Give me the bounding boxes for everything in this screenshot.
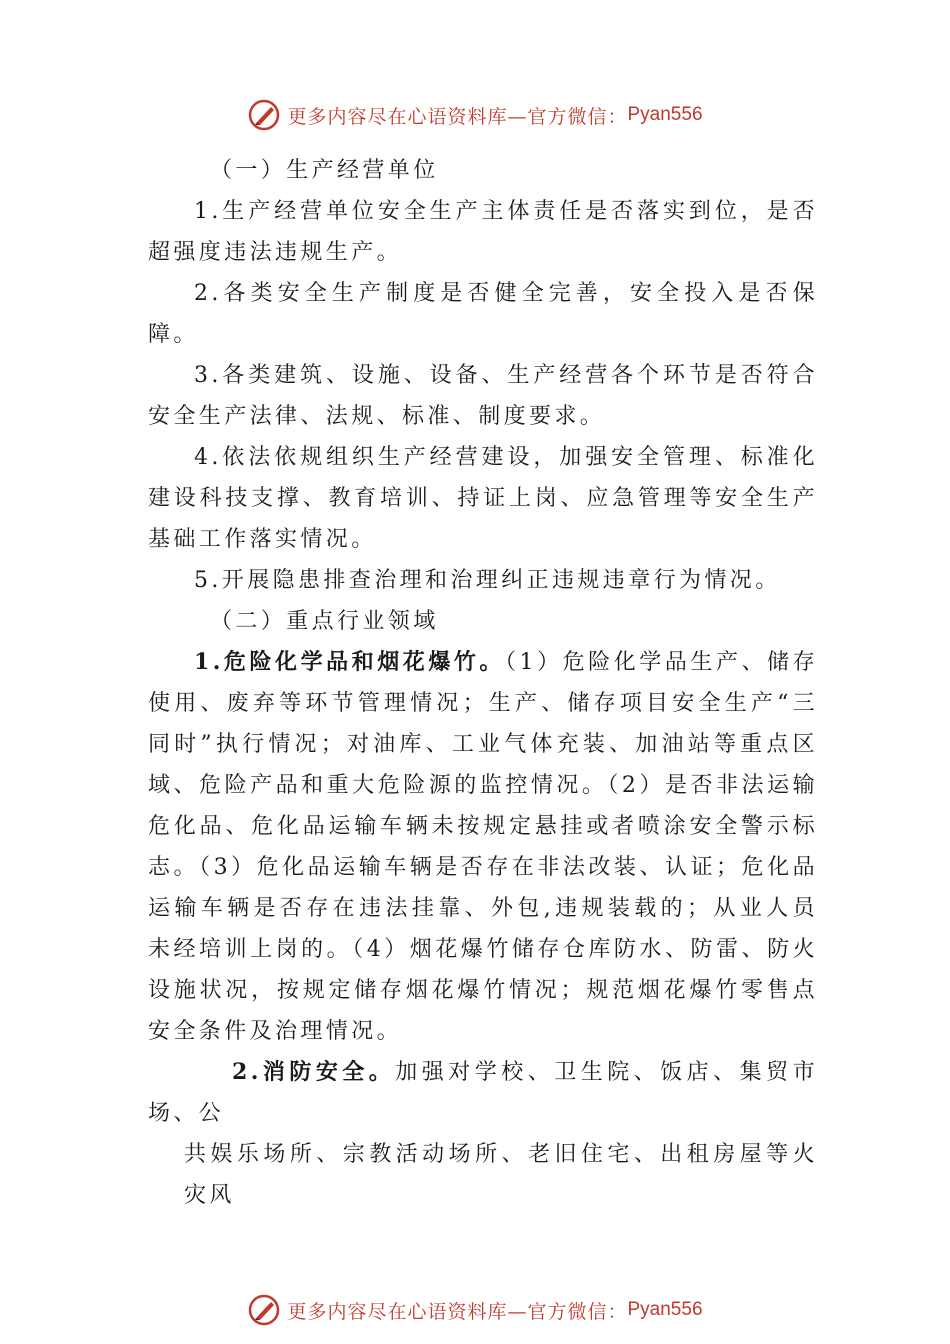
wechat-id: Pyan556	[627, 104, 703, 125]
pen-logo-icon	[247, 98, 281, 132]
item-body: 加强对学校、卫生院、饭店、集贸市场、公	[148, 1060, 818, 1126]
section-heading: （二）重点行业领域	[210, 609, 439, 634]
watermark-text: 更多内容尽在心语资料库—官方微信：	[287, 105, 628, 128]
paragraph: 4.依法依规组织生产经营建设，加强安全管理、标准化建设科技支撑、教育培训、持证上岗、应急管理等安全生产基础工作落实情况。	[148, 445, 818, 552]
paragraph: 3.各类建筑、设施、设备、生产经营各个环节是否符合安全生产法律、法规、标准、制度要求。	[148, 363, 818, 429]
watermark-banner-bottom	[0, 1290, 950, 1330]
wechat-id: Pyan556	[627, 1299, 703, 1320]
paragraph	[148, 642, 818, 1052]
item-title: 1.危险化学品和烟花爆竹。	[194, 649, 505, 675]
item-body: （1）危险化学品生产、储存使用、废弃等环节管理情况；生产、储存项目安全生产“三同时”执行情况；对油库、工业气体充装、加油站等重点区 域、危险产品和重大危险源的监控情况。（2）是否非法运输危化品、危化品运输车辆未按规定悬挂或者喷涂安全警示标志。（3）危化品运输车辆是否存在非法改装、认证；危化品 运输车辆是否存在违法挂靠、外包,违规装载的；从业人员未经培训上岗的。（4）烟花爆竹储存仓库防水、防雷、防火设施状况，按规定储存烟花爆竹情况；规范烟花爆竹零售点安全条件及治理情况。	[148, 650, 818, 1044]
document-body	[148, 150, 818, 1216]
section-heading: （一）生产经营单位	[210, 158, 439, 183]
paragraph: 5.开展隐患排查治理和治理纠正违规违章行为情况。	[194, 568, 781, 593]
pen-logo-icon	[247, 1293, 281, 1327]
watermark-text: 更多内容尽在心语资料库—官方微信：	[287, 1300, 628, 1323]
paragraph: 2.各类安全生产制度是否健全完善，安全投入是否保障。	[148, 281, 818, 347]
watermark-banner-top	[0, 95, 950, 135]
item-title: 2.消防安全。	[232, 1059, 396, 1085]
paragraph	[148, 1052, 818, 1134]
paragraph: 1.生产经营单位安全生产主体责任是否落实到位，是否超强度违法违规生产。	[148, 199, 818, 265]
paragraph-continuation: 共娱乐场所、宗教活动场所、老旧住宅、出租房屋等火灾风	[184, 1142, 818, 1208]
